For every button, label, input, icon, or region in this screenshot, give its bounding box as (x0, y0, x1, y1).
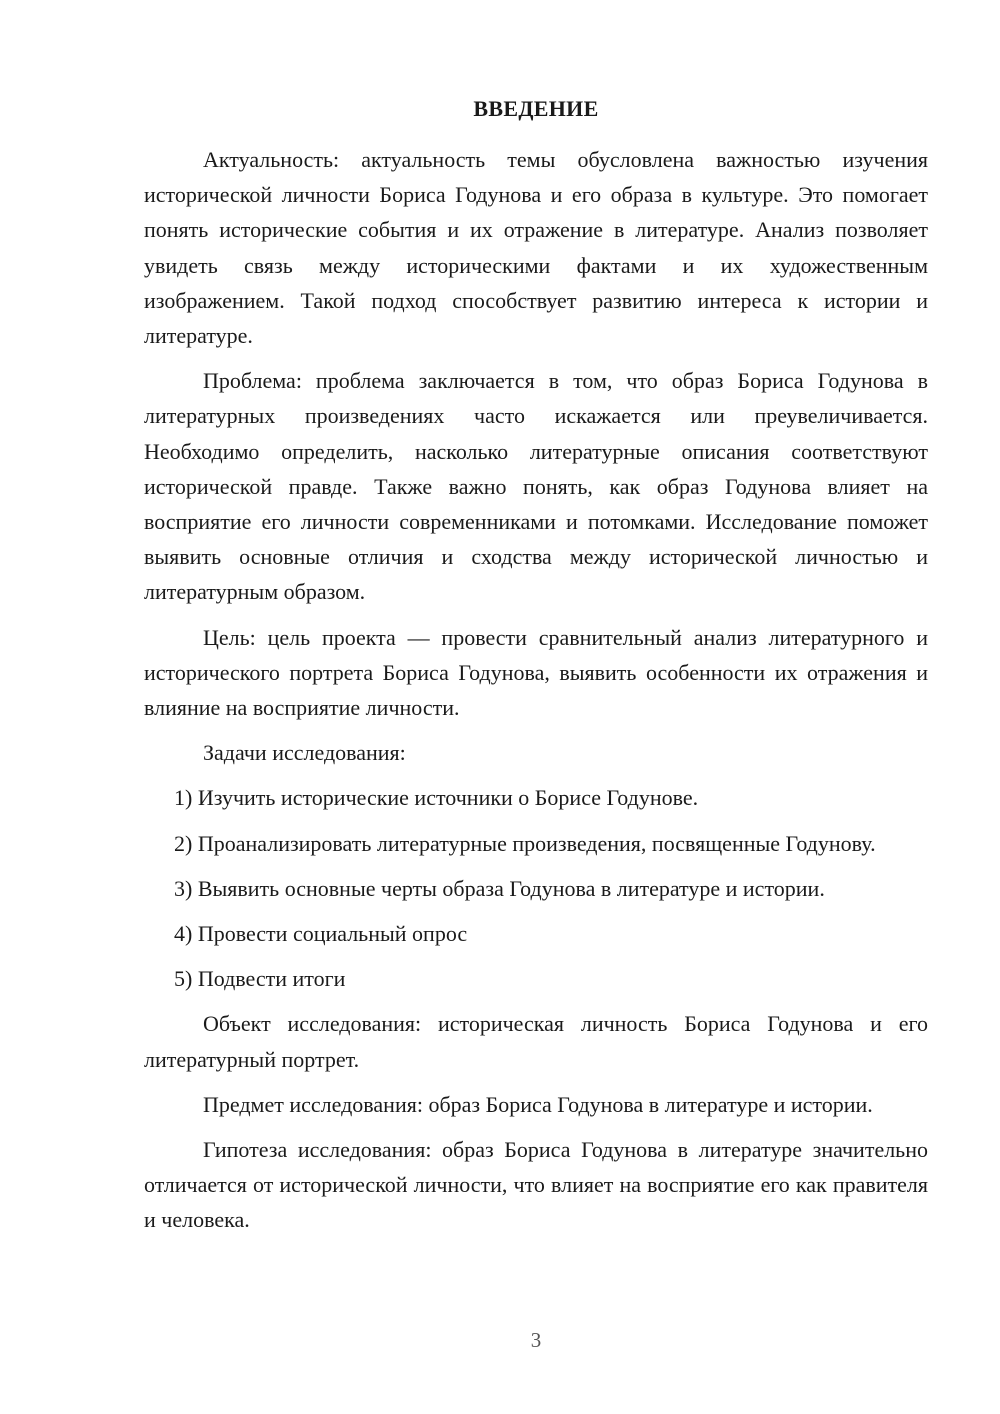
hypothesis-paragraph: Гипотеза исследования: образ Бориса Годунова в литературе значительно отличается от исторической личности, что влияет на восприятие его как правителя и человека. (144, 1137, 928, 1233)
task-item-3: 3) Выявить основные черты образа Годунова в литературе и истории. (174, 875, 825, 901)
object-paragraph: Объект исследования: историческая личность Бориса Годунова и его литературный портрет. (144, 1011, 928, 1072)
relevance-paragraph: Актуальность: актуальность темы обусловлена важностью изучения исторической личности Бориса Годунова и его образа в культуре. Это помогает понять исторические события и их отражение в литературе. Анализ позволяет увидеть связь между историческими фактами и их художественным изображением. Такой подход способствует развитию интереса к истории и литературе. (144, 147, 928, 349)
problem-paragraph: Проблема: проблема заключается в том, что образ Бориса Годунова в литературных произведениях часто искажается или преувеличивается. Необходимо определить, насколько литературные описания соответствуют исторической правде. Также важно понять, как образ Годунова влияет на восприятие его личности современниками и потомками. Исследование поможет выявить основные отличия и сходства между исторической личностью и литературным образом. (144, 368, 928, 605)
task-item-5: 5) Подвести итоги (174, 966, 346, 992)
task-item-4: 4) Провести социальный опрос (174, 921, 468, 947)
task-item-1: 1) Изучить исторические источники о Борисе Годунове. (174, 785, 699, 811)
section-heading: ВВЕДЕНИЕ (473, 96, 599, 121)
body-text (144, 142, 928, 1238)
tasks-heading: Задачи исследования: (203, 740, 406, 766)
subject-paragraph: Предмет исследования: образ Бориса Годунова в литературе и истории. (203, 1091, 873, 1117)
task-item-2: 2) Проанализировать литературные произведения, посвященные Годунову. (174, 830, 876, 856)
page-number: 3 (530, 1328, 542, 1352)
goal-paragraph: Цель: цель проекта — провести сравнительный анализ литературного и исторического портрета Бориса Годунова, выявить особенности их отражения и влияние на восприятие личности. (144, 624, 928, 721)
